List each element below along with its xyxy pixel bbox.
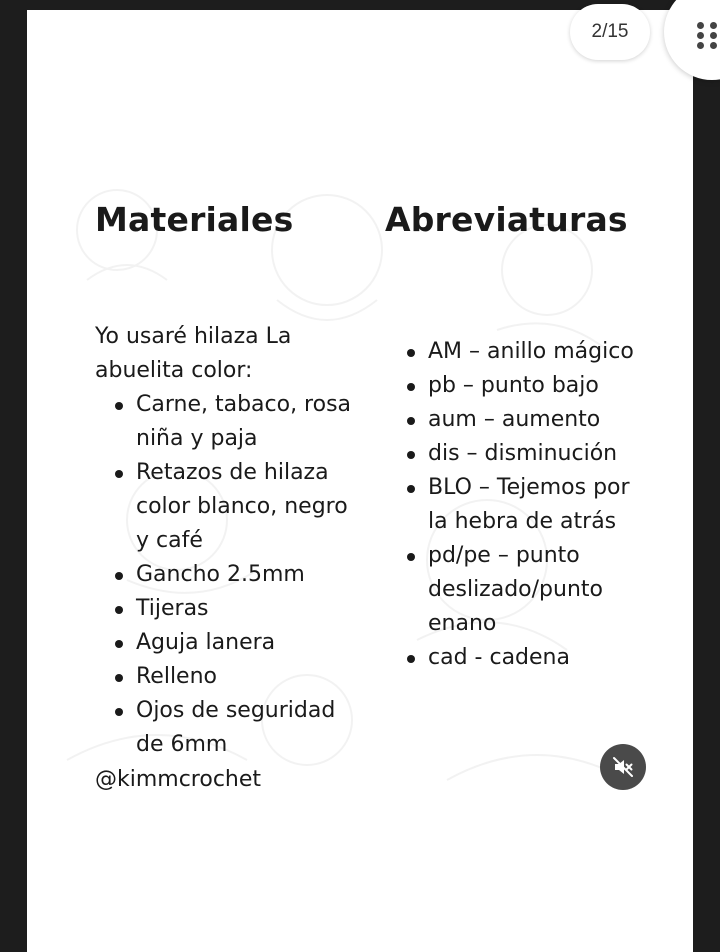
page-counter: 2/15 [570, 4, 650, 60]
author-handle: @kimmcrochet [95, 767, 262, 792]
materiales-item: Carne, tabaco, rosa niña y paja [136, 388, 366, 456]
abreviaturas-column [385, 200, 685, 670]
mute-button[interactable] [600, 744, 646, 790]
abreviatura-item: pb – punto bajo [428, 369, 648, 403]
abreviatura-item: BLO – Tejemos por la hebra de atrás [428, 471, 648, 539]
abreviatura-item: aum – aumento [428, 403, 648, 437]
materiales-item: Relleno [136, 660, 366, 694]
abreviaturas-heading: Abreviaturas [385, 200, 628, 239]
abreviatura-item: AM – anillo mágico [428, 335, 648, 369]
materiales-item: Ojos de seguridad de 6mm [136, 694, 366, 762]
materiales-heading: Materiales [95, 200, 294, 239]
materiales-item: Tijeras [136, 592, 366, 626]
abreviatura-item: cad - cadena [428, 641, 648, 675]
abreviatura-item: pd/pe – punto deslizado/punto enano [428, 539, 648, 641]
materiales-item: Retazos de hilaza color blanco, negro y café [136, 456, 366, 558]
slide-page[interactable] [27, 10, 693, 952]
materiales-list [136, 388, 366, 762]
materiales-column [95, 200, 395, 792]
more-dots-icon [697, 22, 717, 48]
materiales-intro: Yo usaré hilaza La abuelita color: [95, 324, 292, 383]
abreviaturas-list [428, 335, 648, 675]
materiales-item: Gancho 2.5mm [136, 558, 366, 592]
materiales-item: Aguja lanera [136, 626, 366, 660]
abreviatura-item: dis – disminución [428, 437, 648, 471]
volume-mute-icon [611, 755, 635, 779]
